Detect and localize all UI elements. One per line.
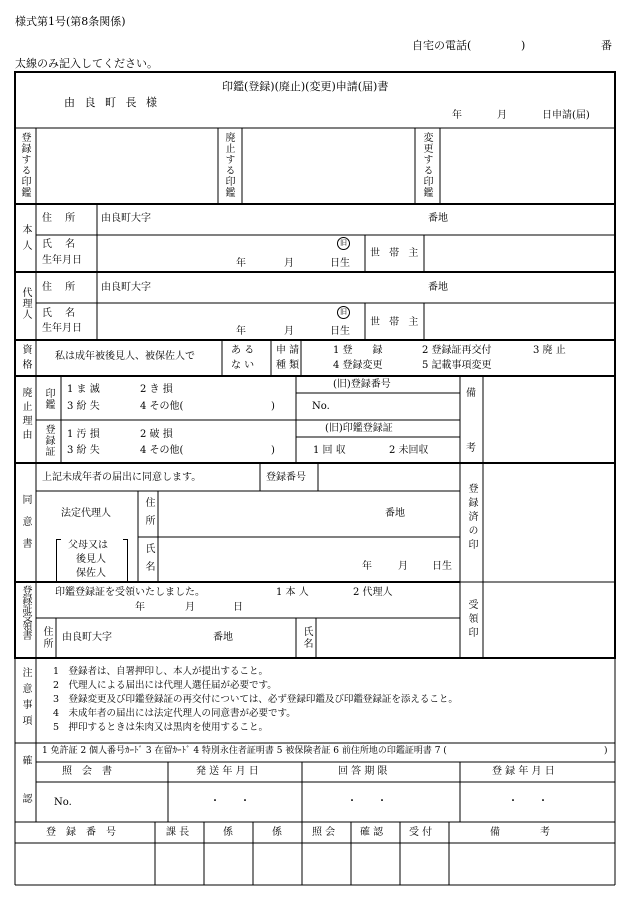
old-registration-number-input[interactable] [330, 397, 458, 418]
date-day-applied: 日申請(届) [542, 110, 590, 121]
qualification-statement: 私は成年被後見人、被保佐人で [55, 351, 195, 362]
kind-option-reissue[interactable]: 2 登録証再交付 [422, 345, 492, 356]
old-registration-number-label: (旧)登録番号 [333, 379, 391, 390]
card-reason-break[interactable]: 2 破 損 [140, 429, 173, 440]
person-birth-label: 生年月日 [42, 255, 82, 266]
sent-date-column-header: 発 送 年 月 日 [196, 766, 259, 777]
inquiry-column-header: 照 会 書 [62, 766, 112, 777]
change-seal-label: 変更する印鑑 [421, 132, 432, 198]
home-phone-label: 自宅の電話( [412, 39, 472, 52]
home-phone-suffix: 番 [601, 39, 612, 52]
consent-registration-number-label: 登録番号 [266, 472, 306, 483]
agent-banchi: 番地 [428, 282, 448, 293]
agent-household-label: 世 帯 主 [370, 317, 422, 328]
remarks-box[interactable] [484, 377, 614, 462]
consent-address-label: 住所 [143, 497, 154, 533]
receipt-day: 日 [233, 602, 243, 613]
receipt-option-agent[interactable]: 2 代理人 [353, 587, 393, 598]
agent-birth-label: 生年月日 [42, 323, 82, 334]
person-birth-day: 日生 [330, 258, 350, 269]
agent-name-input[interactable] [100, 305, 330, 321]
registration-date-column-header: 登 録 年 月 日 [492, 766, 555, 777]
register-seal-label: 登録する印鑑 [19, 132, 30, 198]
receipt-statement: 印鑑登録証を受領いたしました。 [55, 587, 205, 598]
person-label: 本人 [20, 224, 31, 256]
agent-label: 代理人 [20, 287, 31, 320]
guardian-bracket-right [123, 539, 128, 582]
notes-label: 注意事項 [20, 667, 31, 731]
consent-statement: 上記未成年者の届出に同意します。 [42, 472, 202, 483]
person-birth-month: 月 [284, 258, 294, 269]
card-reason-soil[interactable]: 1 汚 損 [67, 429, 100, 440]
kind-option-change[interactable]: 4 登録変更 [333, 360, 383, 371]
agent-name-label: 氏 名 [42, 308, 76, 319]
change-seal-box[interactable] [441, 129, 614, 203]
seal-reason-wear[interactable]: 1 ま 滅 [67, 384, 100, 395]
agent-birth-year: 年 [236, 326, 246, 337]
application-kind-label-2: 種 類 [276, 360, 300, 371]
agent-address-prefix: 由良町大字 [101, 282, 151, 293]
agent-address-input[interactable] [165, 275, 415, 301]
kind-option-abolish[interactable]: 3 廃 止 [533, 345, 566, 356]
guardian-line-3: 保佐人 [76, 568, 106, 579]
date-year: 年 [452, 110, 462, 121]
old-seal-card-label: (旧)印鑑登録証 [325, 423, 393, 434]
person-household-label: 世 帯 主 [370, 248, 422, 259]
reply-deadline-input[interactable]: ・ ・ [347, 796, 387, 807]
seal-reason-damage[interactable]: 2 き 損 [140, 384, 173, 395]
consent-name-input[interactable] [160, 539, 450, 557]
register-seal-box[interactable] [37, 129, 217, 203]
person-name-label: 氏 名 [42, 239, 76, 250]
consent-birth-year: 年 [362, 561, 372, 572]
note-item: 3 登録変更及び印鑑登録証の再交付については、必ず登録印鑑及び印鑑登録証を添えること。 [53, 694, 458, 705]
footer-staff1-header: 係 [223, 827, 233, 838]
note-item: 1 登録者は、自署押印し、本人が提出すること。 [53, 666, 269, 677]
abolish-reason-label: 廃止理由 [20, 387, 31, 443]
receipt-seal-label: 受領印 [466, 599, 477, 641]
receipt-address-label: 住所 [41, 626, 52, 650]
footer-staff2-header: 係 [272, 827, 282, 838]
consent-address-input[interactable] [160, 492, 380, 536]
registered-seal-label: 登録済の印 [466, 483, 477, 553]
reason-seal-label: 印鑑 [43, 388, 54, 410]
agent-birth-day: 日生 [330, 326, 350, 337]
footer-registration-number-cell[interactable] [16, 844, 154, 884]
receipt-banchi: 番地 [213, 632, 233, 643]
form-title: 印鑑(登録)(廃止)(変更)申請(届)書 [222, 80, 389, 93]
note-item: 2 代理人による届出には代理人選任届が必要です。 [53, 680, 277, 691]
seal-reason-lost[interactable]: 3 紛 失 [67, 401, 100, 412]
agent-birth-month: 月 [284, 326, 294, 337]
card-reason-other-close: ) [271, 445, 275, 456]
footer-remarks-cell[interactable] [450, 844, 614, 884]
registration-date-input[interactable]: ・ ・ [508, 796, 548, 807]
reason-card-label: 登録証 [43, 424, 54, 457]
note-item: 5 押印するときは朱肉又は黒肉を使用すること。 [53, 722, 269, 733]
qualification-no-option[interactable]: な い [231, 360, 255, 371]
receipt-seal-box[interactable] [484, 583, 614, 657]
receipt-month: 月 [185, 602, 195, 613]
card-not-collected-option[interactable]: 2 未回収 [389, 445, 429, 456]
receipt-year: 年 [135, 602, 145, 613]
footer-confirm-header: 確 認 [360, 827, 384, 838]
person-birth-year: 年 [236, 258, 246, 269]
agent-address-label: 住 所 [42, 282, 76, 293]
footer-chief-header: 課 長 [166, 827, 190, 838]
card-collected-option[interactable]: 1 回 収 [313, 445, 346, 456]
old-registration-no-prefix: No. [312, 401, 330, 412]
legal-representative-label: 法定代理人 [61, 508, 111, 519]
guardian-bracket-left [56, 539, 61, 582]
card-reason-other[interactable]: 4 その他( [140, 445, 184, 456]
qualification-label: 資格 [20, 344, 31, 374]
person-old-mark: 旧 [337, 237, 350, 250]
inquiry-number-input[interactable] [72, 785, 166, 820]
person-household-input[interactable] [425, 236, 614, 271]
guardian-line-2: 後見人 [76, 554, 106, 565]
seal-reason-other[interactable]: 4 その他( [140, 401, 184, 412]
registered-seal-box[interactable] [484, 464, 614, 581]
id-documents-close: ) [604, 746, 608, 756]
consent-name-label: 氏名 [143, 543, 154, 579]
footer-accept-header: 受 付 [409, 827, 433, 838]
qualification-yes-option[interactable]: あ る [231, 345, 255, 356]
receipt-option-self[interactable]: 1 本 人 [276, 587, 309, 598]
consent-banchi: 番地 [385, 508, 405, 519]
kind-option-entry-change[interactable]: 5 記載事項変更 [422, 360, 492, 371]
consent-label: 同意書 [20, 494, 31, 560]
person-name-input[interactable] [100, 237, 330, 253]
agent-household-input[interactable] [425, 304, 614, 339]
inquiry-no-prefix: No. [54, 797, 72, 808]
abolish-seal-box[interactable] [243, 129, 414, 203]
person-banchi: 番地 [428, 213, 448, 224]
application-kind-label-1: 申 請 [276, 345, 300, 356]
receipt-name-label: 氏名 [301, 626, 312, 650]
remarks-label-bottom: 考 [466, 443, 476, 454]
home-phone-close: ) [521, 39, 526, 52]
person-address-input[interactable] [165, 207, 415, 233]
reply-deadline-column-header: 回 答 期 限 [338, 766, 388, 777]
receipt-label: 登録証受領書 [20, 585, 31, 639]
date-month: 月 [497, 110, 507, 121]
footer-remarks-header: 備 考 [490, 827, 550, 838]
person-address-prefix: 由良町大字 [101, 213, 151, 224]
consent-birth-day: 日生 [432, 561, 452, 572]
receipt-name-input[interactable] [318, 620, 458, 656]
form-number: 様式第1号(第8条関係) [15, 15, 126, 28]
abolish-seal-label: 廃止する印鑑 [223, 132, 234, 198]
instruction-text: 太線のみ記入してください。 [15, 57, 158, 70]
seal-reason-other-close: ) [271, 401, 275, 412]
footer-inquiry-header: 照 会 [312, 827, 336, 838]
id-documents-list[interactable]: 1 免許証 2 個人番号ｶｰﾄﾞ 3 在留ｶｰﾄﾞ 4 特別永住者証明書 5 被保険者証 6 前住所地の印鑑証明書 7 ( [42, 746, 447, 756]
agent-old-mark: 旧 [337, 306, 350, 319]
card-reason-lost[interactable]: 3 紛 失 [67, 445, 100, 456]
guardian-line-1: 父母又は [68, 540, 108, 551]
receipt-address-prefix: 由良町大字 [62, 632, 112, 643]
consent-birth-month: 月 [398, 561, 408, 572]
footer-registration-number-header: 登 録 番 号 [46, 827, 116, 838]
receipt-address-input[interactable] [125, 622, 210, 652]
consent-registration-number-input[interactable] [319, 464, 459, 490]
addressee: 由 良 町 長 様 [64, 96, 160, 109]
remarks-label-top: 備 [466, 388, 476, 399]
sent-date-input[interactable]: ・ ・ [210, 796, 250, 807]
person-address-label: 住 所 [42, 213, 76, 224]
confirm-label: 確認 [20, 755, 31, 831]
kind-option-register[interactable]: 1 登 録 [333, 345, 383, 356]
note-item: 4 未成年者の届出には法定代理人の同意書が必要です。 [53, 708, 296, 719]
